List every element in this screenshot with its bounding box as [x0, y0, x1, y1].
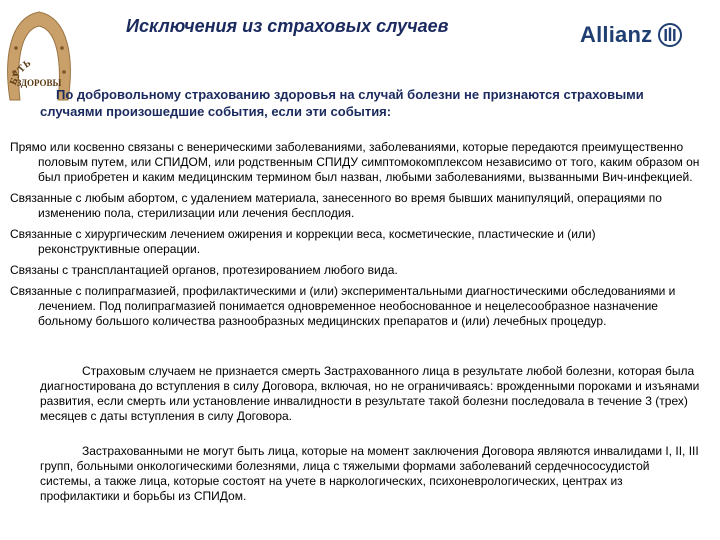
intro-line-2: случаями произошедшие события, если эти события:	[40, 104, 392, 119]
exclusion-item: Связанные с хирургическим лечением ожирения и коррекции веса, косметические, пластические и (или) реконструктивные операции.	[10, 227, 596, 256]
insured-persons-paragraph: Застрахованными не могут быть лица, которые на момент заключения Договора являются инвалидами I, II, III групп, больными онкологическими болезнями, лица с тяжелыми формами заболеваний сердечнососудистой системы, а также лица, которые состоят на учете в наркологических, психоневрологических, центрах из профилактики и борьбы из СПИДом.	[40, 444, 699, 503]
intro-line-1: По добровольному страхованию здоровья на случай болезни не признаются страховыми	[56, 87, 644, 102]
logo-top-text: БУТЬ	[8, 57, 34, 87]
logo-bottom-text: ЗДОРОВЫ	[16, 78, 62, 88]
exclusions-list	[10, 140, 700, 335]
brand-name: Allianz	[580, 22, 653, 47]
page-title: Исключения из страховых случаев	[126, 16, 449, 36]
exclusion-item: Связаны с трансплантацией органов, протезированием любого вида.	[10, 263, 398, 277]
allianz-eagle-icon	[658, 23, 682, 47]
exclusion-item: Связанные с полипрагмазией, профилактическими и (или) экспериментальными диагностическими обследованиями и лечением. Под полипрагмазией понимается одновременное необоснованное и нецелесообразное назначение больному большого количества разнообразных медицинских препаратов и (или) лечебных процедур.	[10, 284, 676, 328]
brand-logo	[580, 22, 682, 48]
intro-text	[40, 86, 700, 120]
death-exclusion-paragraph: Страховым случаем не признается смерть Застрахованного лица в результате любой болезни, которая была диагностирована до вступления в силу Договора, включая, но не ограничиваясь: врожденными пороками и изъянами развития, если смерть или установление инвалидности в результате такой болезни последовала в течение 3 (трех) месяцев с даты вступления в силу Договора.	[40, 364, 700, 423]
exclusion-item: Связанные с любым абортом, с удалением материала, занесенного во время бывших манипуляций, операциями по изменению пола, стерилизации или лечения бесплодия.	[10, 191, 662, 220]
exclusion-item: Прямо или косвенно связаны с венерическими заболеваниями, заболеваниями, которые передаются преимущественно половым путем, или СПИДОМ, или родственным СПИДУ симптомокомплексом независимо от того, каким образом он был приобретен и каким медицинским термином был назван, любыми заболеваниями, вызванными Вич-инфекцией.	[10, 140, 700, 184]
